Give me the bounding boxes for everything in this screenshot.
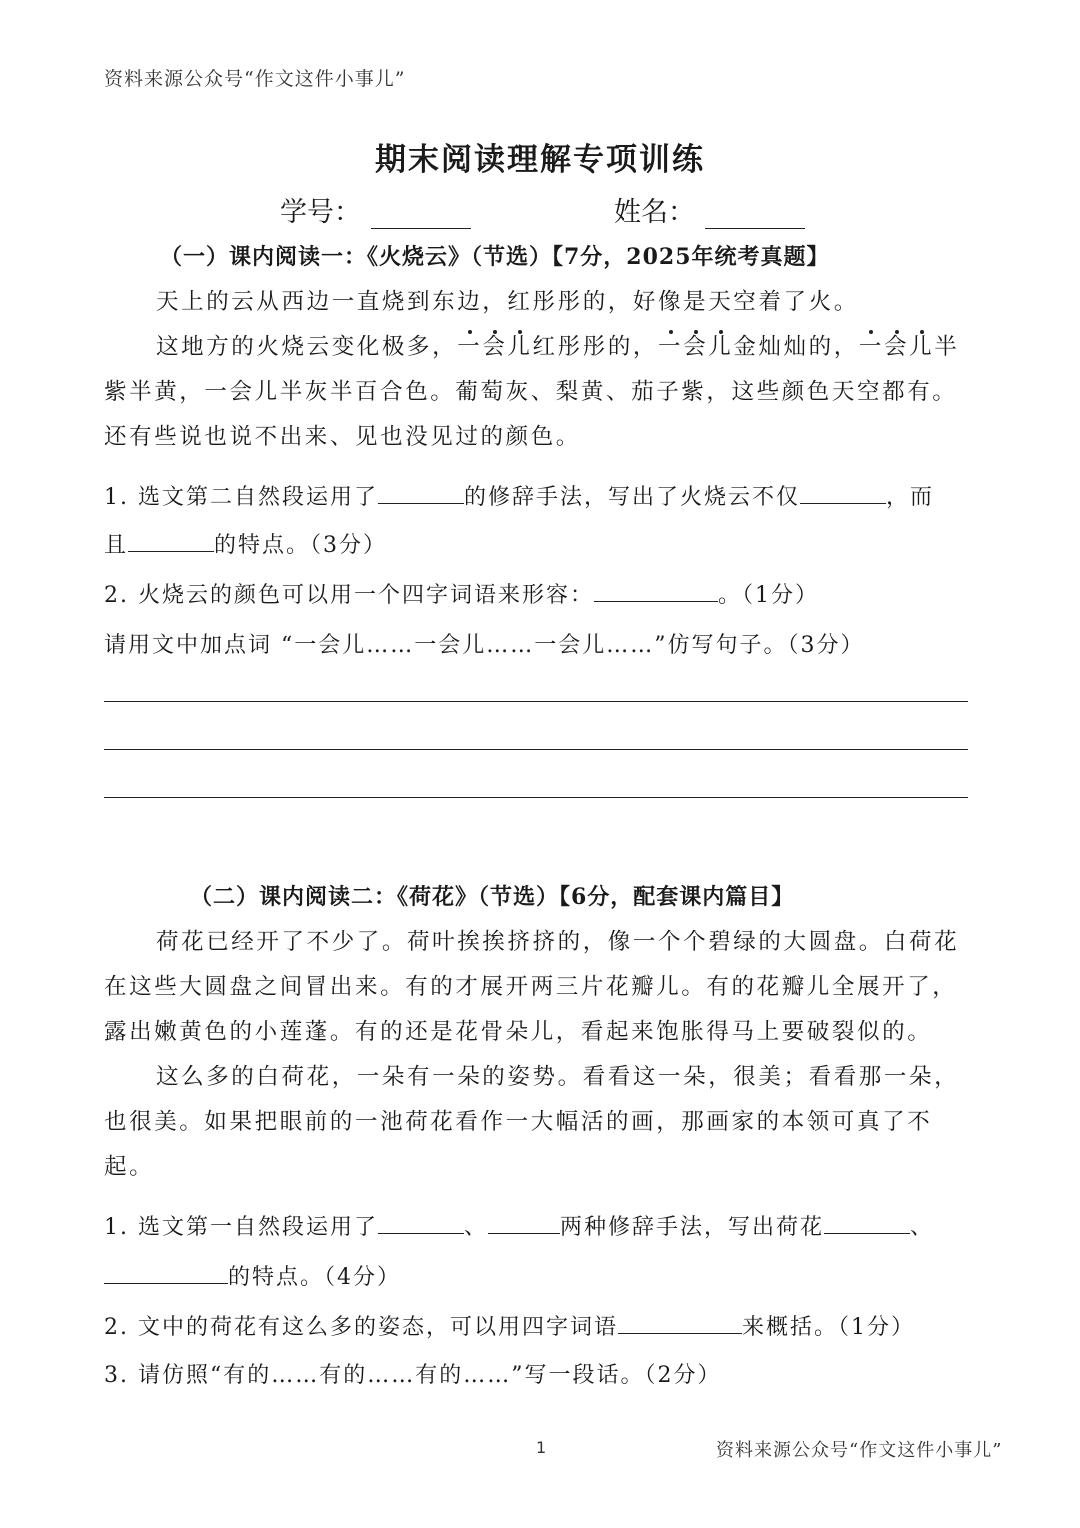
- dotted-word-3: [859, 334, 934, 360]
- s2q1-text-b: 、: [463, 1215, 488, 1240]
- student-id-blank[interactable]: [371, 200, 471, 229]
- emphasis-dot-char: 一: [457, 334, 483, 360]
- footer-source-note: 资料来源公众号“作文这件小事儿”: [716, 1440, 1003, 1461]
- section1-question-1: [104, 480, 974, 511]
- s1q1-text-a: 1. 选文第二自然段运用了: [104, 485, 378, 510]
- s2q1-blank-3[interactable]: [824, 1213, 910, 1234]
- answer-line-1[interactable]: [104, 701, 968, 702]
- emphasis-dot-char: 一: [858, 334, 884, 360]
- answer-line-3[interactable]: [104, 797, 968, 798]
- page-title: 期末阅读理解专项训练: [375, 142, 705, 178]
- s1q1-text-c: ，而: [886, 485, 935, 510]
- s2q1-text-d: 、: [910, 1215, 935, 1240]
- section2-question-1: [104, 1210, 974, 1241]
- section1-paragraph-1: 天上的云从西边一直烧到东边，红彤彤的，好像是天空着了火。: [156, 289, 859, 315]
- s2q2-text-b: 来概括。（1分）: [742, 1315, 915, 1340]
- section1-question-3: 请用文中加点词 “一会儿……一会儿……一会儿……”仿写句子。（3分）: [104, 633, 865, 658]
- section2-paragraph-1: 荷花已经开了不少了。荷叶挨挨挤挤的，像一个个碧绿的大圆盘。白荷花在这些大圆盘之间冒出来。有的才展开两三片花瓣儿。有的花瓣儿全展开了，露出嫩黄色的小莲蓬。有的还是花骨朵儿，看起来饱胀得马上要破裂似的。: [104, 929, 960, 1045]
- header-source-note: 资料来源公众号“作文这件小事儿”: [104, 68, 406, 90]
- dotted-word-2: [658, 334, 733, 360]
- section2-question-2: [104, 1310, 974, 1341]
- page-number: 1: [536, 1438, 547, 1457]
- answer-line-2[interactable]: [104, 749, 968, 750]
- student-id-field[interactable]: [280, 190, 471, 229]
- section1-heading: （一）课内阅读一：《火烧云》（节选）【7分，2025年统考真题】: [160, 244, 830, 270]
- s1q1-blank-1[interactable]: [378, 483, 464, 504]
- section1-question-2: [104, 578, 974, 609]
- emphasis-dot-char: 儿: [708, 334, 734, 360]
- s2q2-blank[interactable]: [618, 1313, 742, 1334]
- s1q1-text-b: 的修辞手法，写出了火烧云不仅: [463, 485, 800, 510]
- emphasis-dot-char: 儿: [507, 334, 533, 360]
- s1q1-text-d: 且: [104, 533, 129, 558]
- s2q1-blank-1[interactable]: [378, 1213, 464, 1234]
- s2q1-blank-2[interactable]: [488, 1213, 560, 1234]
- s1q2-text-b: 。（1分）: [718, 583, 819, 608]
- section1-p2-mid2: 金灿灿的，: [733, 334, 859, 360]
- name-blank[interactable]: [705, 200, 805, 229]
- section2-question-3: 3. 请仿照“有的……有的……有的……”写一段话。（2分）: [104, 1363, 722, 1388]
- name-label: 姓名：: [614, 197, 695, 228]
- s2q1-blank-4[interactable]: [104, 1263, 228, 1284]
- student-info-row: [0, 190, 1080, 234]
- s2q2-text-a: 2. 文中的荷花有这么多的姿态，可以用四字词语: [104, 1315, 618, 1340]
- s1q1-text-e: 的特点。（3分）: [214, 533, 388, 558]
- s2q1-text-a: 1. 选文第一自然段运用了: [104, 1215, 378, 1240]
- section1-question-1-cont: [104, 528, 974, 559]
- emphasis-dot-char: 会: [683, 334, 709, 360]
- dotted-word-1: [457, 334, 532, 360]
- emphasis-dot-char: 一: [658, 334, 684, 360]
- s1q1-blank-2[interactable]: [800, 483, 886, 504]
- section1-p2-lead: 这地方的火烧云变化极多，: [156, 334, 458, 360]
- s1q1-blank-3[interactable]: [128, 531, 214, 552]
- s1q2-blank[interactable]: [594, 581, 718, 602]
- emphasis-dot-char: 会: [482, 334, 508, 360]
- section2-question-1-cont: [104, 1260, 974, 1291]
- student-id-label: 学号：: [280, 197, 361, 228]
- name-field[interactable]: [614, 190, 805, 229]
- section2-paragraph-2: 这么多的白荷花，一朵有一朵的姿势。看看这一朵，很美；看看那一朵，也很美。如果把眼前的一池荷花看作一大幅活的画，那画家的本领可真了不起。: [104, 1064, 960, 1180]
- section1-p2-rest: 半紫半黄，一会儿半灰半百合色。葡萄灰、梨黄、茄子紫，这些颜色天空都有。还有些说也说不出来、见也没见过的颜色。: [104, 334, 960, 450]
- emphasis-dot-char: 儿: [909, 334, 935, 360]
- section2-heading: （二）课内阅读二：《荷花》（节选）【6分，配套课内篇目】: [190, 884, 795, 910]
- section1-paragraph-2: [104, 325, 974, 460]
- section1-p2-mid1: 红彤彤的，: [532, 334, 659, 360]
- emphasis-dot-char: 会: [884, 334, 910, 360]
- s2q1-text-c: 两种修辞手法，写出荷花: [560, 1215, 825, 1240]
- s1q2-text-a: 2. 火烧云的颜色可以用一个四字词语来形容：: [104, 583, 594, 608]
- s2q1-text-e: 的特点。（4分）: [228, 1265, 401, 1290]
